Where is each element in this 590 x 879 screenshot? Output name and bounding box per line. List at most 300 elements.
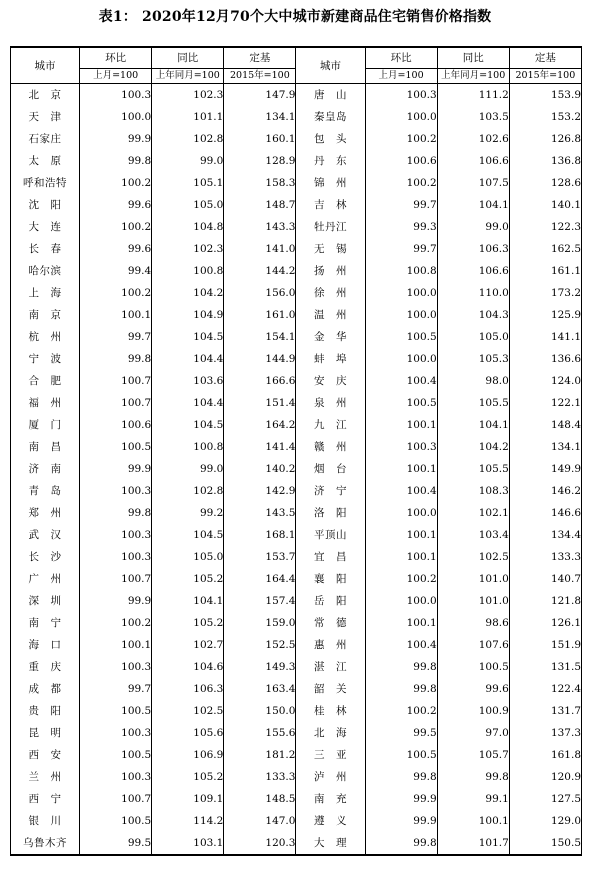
yoy-index-left: 103.1 xyxy=(152,832,224,855)
mom-index-left: 100.3 xyxy=(80,480,152,502)
base-index-left: 144.2 xyxy=(224,260,296,282)
city-name-right: 秦皇岛 xyxy=(296,106,365,128)
base-index-right: 125.9 xyxy=(509,304,581,326)
table-row xyxy=(11,480,582,502)
header-mom-sub-left: 上月=100 xyxy=(80,69,152,84)
mom-index-left: 100.0 xyxy=(80,106,152,128)
header-base-sub-left: 2015年=100 xyxy=(224,69,296,84)
yoy-index-right: 99.1 xyxy=(437,788,509,810)
base-index-right: 161.1 xyxy=(509,260,581,282)
base-index-right: 140.1 xyxy=(509,194,581,216)
table-row xyxy=(11,788,582,810)
table-row xyxy=(11,590,582,612)
base-index-right: 129.0 xyxy=(509,810,581,832)
mom-index-right: 100.2 xyxy=(365,568,437,590)
yoy-index-left: 100.8 xyxy=(152,260,224,282)
mom-index-left: 100.2 xyxy=(80,172,152,194)
base-index-right: 162.5 xyxy=(509,238,581,260)
base-index-left: 158.3 xyxy=(224,172,296,194)
table-title: 表1： 2020年12月70个大中城市新建商品住宅销售价格指数 xyxy=(98,9,492,25)
mom-index-left: 100.6 xyxy=(80,414,152,436)
city-name-right: 丹 东 xyxy=(296,150,365,172)
yoy-index-left: 104.5 xyxy=(152,326,224,348)
yoy-index-right: 101.0 xyxy=(437,590,509,612)
city-name-left: 北 京 xyxy=(11,84,80,107)
mom-index-right: 99.7 xyxy=(365,238,437,260)
base-index-left: 142.9 xyxy=(224,480,296,502)
yoy-index-left: 103.6 xyxy=(152,370,224,392)
table-row xyxy=(11,392,582,414)
mom-index-left: 100.2 xyxy=(80,612,152,634)
city-name-right: 济 宁 xyxy=(296,480,365,502)
base-index-right: 128.6 xyxy=(509,172,581,194)
city-name-right: 吉 林 xyxy=(296,194,365,216)
city-name-left: 贵 阳 xyxy=(11,700,80,722)
yoy-index-left: 106.9 xyxy=(152,744,224,766)
base-index-right: 122.3 xyxy=(509,216,581,238)
yoy-index-right: 105.7 xyxy=(437,744,509,766)
city-name-right: 安 庆 xyxy=(296,370,365,392)
city-name-right: 南 充 xyxy=(296,788,365,810)
yoy-index-left: 101.1 xyxy=(152,106,224,128)
table-row xyxy=(11,84,582,107)
yoy-index-left: 104.5 xyxy=(152,414,224,436)
yoy-index-right: 105.5 xyxy=(437,392,509,414)
base-index-left: 147.9 xyxy=(224,84,296,107)
mom-index-left: 100.2 xyxy=(80,216,152,238)
base-index-right: 126.8 xyxy=(509,128,581,150)
mom-index-right: 100.2 xyxy=(365,128,437,150)
city-name-right: 唐 山 xyxy=(296,84,365,107)
city-name-left: 广 州 xyxy=(11,568,80,590)
yoy-index-right: 103.5 xyxy=(437,106,509,128)
mom-index-right: 100.5 xyxy=(365,744,437,766)
mom-index-right: 100.8 xyxy=(365,260,437,282)
city-name-left: 太 原 xyxy=(11,150,80,172)
base-index-left: 120.3 xyxy=(224,832,296,855)
header-city-right: 城市 xyxy=(296,47,365,84)
table-row xyxy=(11,766,582,788)
city-name-right: 常 德 xyxy=(296,612,365,634)
table-row xyxy=(11,106,582,128)
city-name-left: 武 汉 xyxy=(11,524,80,546)
mom-index-right: 100.0 xyxy=(365,348,437,370)
base-index-left: 133.3 xyxy=(224,766,296,788)
header-row-main xyxy=(11,47,582,69)
base-index-left: 154.1 xyxy=(224,326,296,348)
city-name-left: 南 宁 xyxy=(11,612,80,634)
base-index-left: 155.6 xyxy=(224,722,296,744)
city-name-right: 韶 关 xyxy=(296,678,365,700)
mom-index-right: 100.0 xyxy=(365,590,437,612)
header-yoy-right: 同比 xyxy=(437,47,509,69)
yoy-index-left: 104.4 xyxy=(152,392,224,414)
yoy-index-left: 106.3 xyxy=(152,678,224,700)
mom-index-left: 99.9 xyxy=(80,458,152,480)
base-index-left: 156.0 xyxy=(224,282,296,304)
yoy-index-right: 104.2 xyxy=(437,436,509,458)
city-name-left: 成 都 xyxy=(11,678,80,700)
table-row xyxy=(11,436,582,458)
base-index-left: 166.6 xyxy=(224,370,296,392)
city-name-left: 青 岛 xyxy=(11,480,80,502)
base-index-right: 124.0 xyxy=(509,370,581,392)
yoy-index-left: 99.2 xyxy=(152,502,224,524)
mom-index-left: 100.7 xyxy=(80,788,152,810)
base-index-left: 141.0 xyxy=(224,238,296,260)
yoy-index-right: 100.1 xyxy=(437,810,509,832)
table-row xyxy=(11,172,582,194)
base-index-left: 160.1 xyxy=(224,128,296,150)
table-row xyxy=(11,656,582,678)
yoy-index-right: 106.6 xyxy=(437,150,509,172)
yoy-index-right: 107.6 xyxy=(437,634,509,656)
mom-index-right: 100.1 xyxy=(365,612,437,634)
mom-index-left: 100.3 xyxy=(80,84,152,107)
base-index-left: 144.9 xyxy=(224,348,296,370)
mom-index-left: 100.1 xyxy=(80,304,152,326)
mom-index-left: 99.8 xyxy=(80,150,152,172)
base-index-left: 128.9 xyxy=(224,150,296,172)
city-name-right: 包 头 xyxy=(296,128,365,150)
table-row xyxy=(11,524,582,546)
city-name-left: 郑 州 xyxy=(11,502,80,524)
yoy-index-left: 102.8 xyxy=(152,480,224,502)
city-name-left: 哈尔滨 xyxy=(11,260,80,282)
mom-index-left: 100.5 xyxy=(80,810,152,832)
yoy-index-right: 107.5 xyxy=(437,172,509,194)
city-name-right: 金 华 xyxy=(296,326,365,348)
base-index-right: 134.4 xyxy=(509,524,581,546)
city-name-left: 厦 门 xyxy=(11,414,80,436)
yoy-index-left: 104.5 xyxy=(152,524,224,546)
table-row xyxy=(11,216,582,238)
yoy-index-left: 109.1 xyxy=(152,788,224,810)
mom-index-right: 100.0 xyxy=(365,282,437,304)
city-name-left: 乌鲁木齐 xyxy=(11,832,80,855)
yoy-index-left: 104.1 xyxy=(152,590,224,612)
city-name-right: 蚌 埠 xyxy=(296,348,365,370)
base-index-right: 131.5 xyxy=(509,656,581,678)
base-index-left: 164.4 xyxy=(224,568,296,590)
header-base-sub-right: 2015年=100 xyxy=(509,69,581,84)
base-index-left: 164.2 xyxy=(224,414,296,436)
mom-index-right: 100.5 xyxy=(365,326,437,348)
yoy-index-left: 102.3 xyxy=(152,84,224,107)
yoy-index-right: 108.3 xyxy=(437,480,509,502)
yoy-index-left: 104.8 xyxy=(152,216,224,238)
city-name-left: 宁 波 xyxy=(11,348,80,370)
mom-index-right: 99.9 xyxy=(365,810,437,832)
city-name-left: 合 肥 xyxy=(11,370,80,392)
yoy-index-left: 102.8 xyxy=(152,128,224,150)
yoy-index-right: 110.0 xyxy=(437,282,509,304)
base-index-left: 143.5 xyxy=(224,502,296,524)
table-row xyxy=(11,128,582,150)
city-name-right: 桂 林 xyxy=(296,700,365,722)
table-row xyxy=(11,194,582,216)
city-name-right: 无 锡 xyxy=(296,238,365,260)
city-name-left: 济 南 xyxy=(11,458,80,480)
yoy-index-left: 105.2 xyxy=(152,568,224,590)
mom-index-left: 99.7 xyxy=(80,678,152,700)
mom-index-left: 100.3 xyxy=(80,656,152,678)
yoy-index-right: 97.0 xyxy=(437,722,509,744)
mom-index-right: 99.8 xyxy=(365,656,437,678)
mom-index-left: 99.9 xyxy=(80,128,152,150)
table-header xyxy=(11,47,582,84)
city-name-left: 上 海 xyxy=(11,282,80,304)
city-name-left: 石家庄 xyxy=(11,128,80,150)
table-row xyxy=(11,744,582,766)
yoy-index-left: 104.2 xyxy=(152,282,224,304)
city-name-left: 银 川 xyxy=(11,810,80,832)
price-index-table xyxy=(10,46,582,856)
base-index-right: 137.3 xyxy=(509,722,581,744)
mom-index-right: 99.8 xyxy=(365,832,437,855)
city-name-left: 呼和浩特 xyxy=(11,172,80,194)
mom-index-right: 100.4 xyxy=(365,634,437,656)
base-index-right: 120.9 xyxy=(509,766,581,788)
mom-index-right: 100.0 xyxy=(365,304,437,326)
yoy-index-left: 102.3 xyxy=(152,238,224,260)
yoy-index-right: 100.9 xyxy=(437,700,509,722)
yoy-index-left: 105.6 xyxy=(152,722,224,744)
mom-index-left: 99.5 xyxy=(80,832,152,855)
yoy-index-left: 104.4 xyxy=(152,348,224,370)
base-index-right: 146.2 xyxy=(509,480,581,502)
table-row xyxy=(11,612,582,634)
base-index-right: 148.4 xyxy=(509,414,581,436)
yoy-index-right: 100.5 xyxy=(437,656,509,678)
yoy-index-left: 99.0 xyxy=(152,458,224,480)
city-name-left: 长 沙 xyxy=(11,546,80,568)
mom-index-right: 99.8 xyxy=(365,766,437,788)
base-index-left: 151.4 xyxy=(224,392,296,414)
yoy-index-left: 100.8 xyxy=(152,436,224,458)
city-name-right: 赣 州 xyxy=(296,436,365,458)
base-index-right: 127.5 xyxy=(509,788,581,810)
mom-index-left: 100.7 xyxy=(80,370,152,392)
mom-index-right: 100.2 xyxy=(365,700,437,722)
base-index-left: 149.3 xyxy=(224,656,296,678)
mom-index-left: 99.8 xyxy=(80,348,152,370)
header-yoy-sub-right: 上年同月=100 xyxy=(437,69,509,84)
city-name-left: 重 庆 xyxy=(11,656,80,678)
table-row xyxy=(11,678,582,700)
yoy-index-right: 99.6 xyxy=(437,678,509,700)
mom-index-right: 99.9 xyxy=(365,788,437,810)
base-index-right: 121.8 xyxy=(509,590,581,612)
mom-index-right: 99.3 xyxy=(365,216,437,238)
mom-index-left: 99.6 xyxy=(80,238,152,260)
yoy-index-right: 106.6 xyxy=(437,260,509,282)
yoy-index-left: 102.7 xyxy=(152,634,224,656)
yoy-index-left: 105.0 xyxy=(152,546,224,568)
yoy-index-right: 104.1 xyxy=(437,414,509,436)
yoy-index-right: 103.4 xyxy=(437,524,509,546)
city-name-left: 杭 州 xyxy=(11,326,80,348)
header-city-left: 城市 xyxy=(11,47,80,84)
base-index-left: 140.2 xyxy=(224,458,296,480)
yoy-index-right: 102.5 xyxy=(437,546,509,568)
city-name-left: 天 津 xyxy=(11,106,80,128)
city-name-left: 长 春 xyxy=(11,238,80,260)
mom-index-left: 100.7 xyxy=(80,392,152,414)
city-name-left: 昆 明 xyxy=(11,722,80,744)
base-index-right: 153.9 xyxy=(509,84,581,107)
city-name-right: 洛 阳 xyxy=(296,502,365,524)
base-index-right: 161.8 xyxy=(509,744,581,766)
city-name-right: 烟 台 xyxy=(296,458,365,480)
yoy-index-left: 104.6 xyxy=(152,656,224,678)
yoy-index-right: 101.7 xyxy=(437,832,509,855)
base-index-right: 122.4 xyxy=(509,678,581,700)
mom-index-left: 100.3 xyxy=(80,524,152,546)
city-name-right: 温 州 xyxy=(296,304,365,326)
table-body xyxy=(11,84,582,856)
mom-index-right: 99.5 xyxy=(365,722,437,744)
city-name-right: 大 理 xyxy=(296,832,365,855)
base-index-right: 146.6 xyxy=(509,502,581,524)
city-name-left: 兰 州 xyxy=(11,766,80,788)
base-index-right: 150.5 xyxy=(509,832,581,855)
mom-index-left: 100.2 xyxy=(80,282,152,304)
yoy-index-right: 99.0 xyxy=(437,216,509,238)
city-name-right: 岳 阳 xyxy=(296,590,365,612)
mom-index-right: 100.0 xyxy=(365,106,437,128)
city-name-right: 三 亚 xyxy=(296,744,365,766)
table-row xyxy=(11,568,582,590)
base-index-right: 122.1 xyxy=(509,392,581,414)
header-mom-sub-right: 上月=100 xyxy=(365,69,437,84)
yoy-index-right: 104.1 xyxy=(437,194,509,216)
yoy-index-left: 99.0 xyxy=(152,150,224,172)
city-name-right: 九 江 xyxy=(296,414,365,436)
city-name-right: 锦 州 xyxy=(296,172,365,194)
yoy-index-left: 105.1 xyxy=(152,172,224,194)
header-yoy-left: 同比 xyxy=(152,47,224,69)
table-row xyxy=(11,150,582,172)
table-row xyxy=(11,502,582,524)
mom-index-right: 100.5 xyxy=(365,392,437,414)
mom-index-right: 100.1 xyxy=(365,524,437,546)
yoy-index-right: 105.0 xyxy=(437,326,509,348)
yoy-index-left: 105.2 xyxy=(152,766,224,788)
mom-index-right: 100.4 xyxy=(365,480,437,502)
mom-index-right: 100.3 xyxy=(365,84,437,107)
city-name-right: 徐 州 xyxy=(296,282,365,304)
mom-index-right: 100.1 xyxy=(365,458,437,480)
base-index-right: 140.7 xyxy=(509,568,581,590)
mom-index-right: 100.2 xyxy=(365,172,437,194)
base-index-left: 163.4 xyxy=(224,678,296,700)
mom-index-left: 100.3 xyxy=(80,546,152,568)
city-name-right: 平顶山 xyxy=(296,524,365,546)
city-name-right: 宜 昌 xyxy=(296,546,365,568)
base-index-left: 153.7 xyxy=(224,546,296,568)
mom-index-left: 99.9 xyxy=(80,590,152,612)
table-row xyxy=(11,260,582,282)
base-index-left: 141.4 xyxy=(224,436,296,458)
base-index-right: 141.1 xyxy=(509,326,581,348)
base-index-right: 136.6 xyxy=(509,348,581,370)
mom-index-left: 100.5 xyxy=(80,700,152,722)
yoy-index-right: 111.2 xyxy=(437,84,509,107)
mom-index-left: 99.6 xyxy=(80,194,152,216)
city-name-right: 牡丹江 xyxy=(296,216,365,238)
table-row xyxy=(11,348,582,370)
mom-index-left: 100.3 xyxy=(80,766,152,788)
header-base-left: 定基 xyxy=(224,47,296,69)
base-index-left: 147.0 xyxy=(224,810,296,832)
base-index-left: 168.1 xyxy=(224,524,296,546)
base-index-left: 148.7 xyxy=(224,194,296,216)
mom-index-left: 100.1 xyxy=(80,634,152,656)
base-index-right: 173.2 xyxy=(509,282,581,304)
city-name-right: 湛 江 xyxy=(296,656,365,678)
base-index-right: 149.9 xyxy=(509,458,581,480)
mom-index-left: 99.8 xyxy=(80,502,152,524)
mom-index-right: 100.0 xyxy=(365,502,437,524)
city-name-right: 泸 州 xyxy=(296,766,365,788)
table-row xyxy=(11,370,582,392)
mom-index-right: 100.3 xyxy=(365,436,437,458)
base-index-right: 133.3 xyxy=(509,546,581,568)
table-row xyxy=(11,282,582,304)
yoy-index-right: 105.3 xyxy=(437,348,509,370)
base-index-left: 181.2 xyxy=(224,744,296,766)
base-index-right: 134.1 xyxy=(509,436,581,458)
yoy-index-left: 102.5 xyxy=(152,700,224,722)
table-row xyxy=(11,722,582,744)
yoy-index-right: 99.8 xyxy=(437,766,509,788)
header-mom-left: 环比 xyxy=(80,47,152,69)
table-row xyxy=(11,238,582,260)
table-row xyxy=(11,304,582,326)
base-index-left: 143.3 xyxy=(224,216,296,238)
yoy-index-right: 105.5 xyxy=(437,458,509,480)
mom-index-left: 99.4 xyxy=(80,260,152,282)
base-index-right: 136.8 xyxy=(509,150,581,172)
mom-index-left: 100.5 xyxy=(80,436,152,458)
yoy-index-left: 105.2 xyxy=(152,612,224,634)
city-name-right: 扬 州 xyxy=(296,260,365,282)
yoy-index-right: 104.3 xyxy=(437,304,509,326)
mom-index-left: 100.5 xyxy=(80,744,152,766)
table-row xyxy=(11,810,582,832)
city-name-left: 海 口 xyxy=(11,634,80,656)
base-index-left: 134.1 xyxy=(224,106,296,128)
table-row xyxy=(11,832,582,855)
base-index-right: 151.9 xyxy=(509,634,581,656)
yoy-index-right: 98.6 xyxy=(437,612,509,634)
base-index-left: 157.4 xyxy=(224,590,296,612)
mom-index-right: 100.1 xyxy=(365,414,437,436)
city-name-right: 泉 州 xyxy=(296,392,365,414)
yoy-index-right: 106.3 xyxy=(437,238,509,260)
yoy-index-left: 114.2 xyxy=(152,810,224,832)
yoy-index-right: 101.0 xyxy=(437,568,509,590)
table-row xyxy=(11,634,582,656)
base-index-right: 131.7 xyxy=(509,700,581,722)
city-name-left: 西 宁 xyxy=(11,788,80,810)
mom-index-right: 100.6 xyxy=(365,150,437,172)
mom-index-right: 100.4 xyxy=(365,370,437,392)
mom-index-left: 100.7 xyxy=(80,568,152,590)
city-name-left: 沈 阳 xyxy=(11,194,80,216)
header-base-right: 定基 xyxy=(509,47,581,69)
